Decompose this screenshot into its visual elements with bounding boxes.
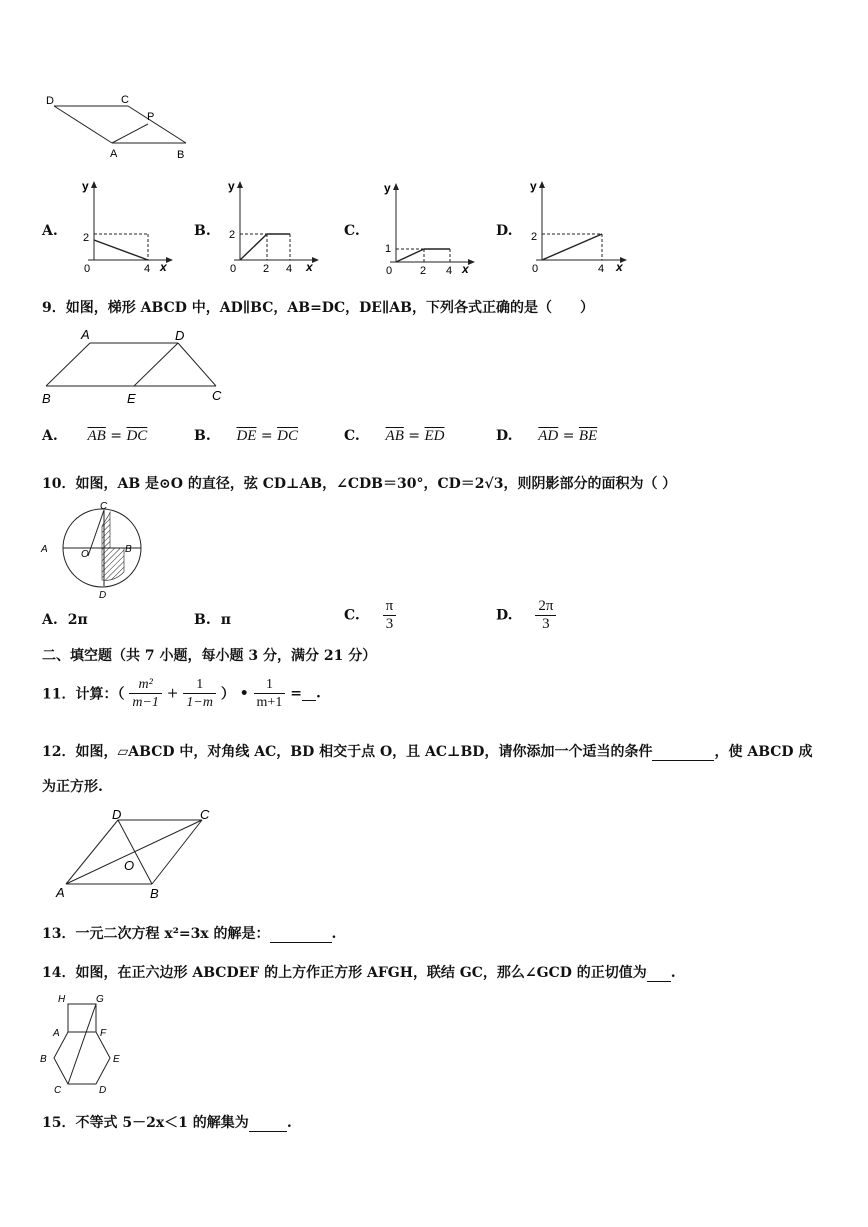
q9-option-a: A. $\overline{AB} = \overline{DC}$ — [42, 428, 148, 444]
svg-text:4: 4 — [144, 263, 151, 275]
q9-option-d: D. $\overline{AD} = \overline{BE}$ — [496, 428, 598, 444]
svg-text:C: C — [200, 807, 210, 822]
q9-trapezoid-figure — [38, 326, 238, 408]
svg-text:F: F — [100, 1028, 107, 1039]
q11-answer-blank[interactable] — [302, 686, 316, 701]
svg-text:4: 4 — [446, 265, 453, 277]
svg-text:B: B — [40, 1054, 47, 1065]
q9-option-b: B. $\overline{DE} = \overline{DC}$ — [194, 428, 298, 444]
svg-text:D: D — [99, 590, 107, 600]
svg-text:O: O — [124, 858, 135, 873]
svg-text:0: 0 — [532, 263, 539, 275]
label-D: D — [46, 95, 54, 107]
svg-text:A: A — [81, 327, 90, 342]
q14: 14．如图，在正六边形 ABCDEF 的上方作正方形 AFGH，联结 GC，那么∠GCD 的正切值为 . — [42, 965, 676, 981]
svg-text:H: H — [58, 994, 66, 1005]
q10-circle-figure — [38, 500, 148, 600]
q12-line1: 12．如图，▱ABCD 中，对角线 AC，BD 相交于点 O，且 AC⊥BD，请你添加一个适当的条件 ，使 ABCD 成 — [42, 744, 813, 760]
q12-parallelogram-figure — [52, 806, 222, 902]
svg-text:C: C — [54, 1085, 62, 1094]
svg-text:B: B — [150, 886, 159, 901]
q8-graph-c — [380, 180, 480, 280]
svg-text:C: C — [100, 501, 108, 512]
q8-graph-d — [526, 178, 636, 278]
svg-text:O: O — [81, 549, 89, 560]
svg-text:2: 2 — [83, 232, 90, 244]
svg-text:y: y — [384, 181, 391, 195]
svg-text:x: x — [160, 260, 167, 274]
q15-answer-blank[interactable] — [249, 1117, 287, 1132]
q13: 13．一元二次方程 x²=3x 的解是： . — [42, 926, 337, 942]
svg-text:x: x — [616, 260, 623, 274]
svg-text:2: 2 — [263, 263, 270, 275]
svg-text:y: y — [228, 179, 235, 193]
q10-option-b: B. π — [194, 612, 231, 628]
svg-text:A: A — [56, 885, 65, 900]
top-parallelogram-figure — [40, 88, 200, 164]
svg-text:2: 2 — [229, 229, 236, 241]
svg-text:E: E — [127, 391, 136, 406]
q14-hexagon-figure — [38, 990, 138, 1094]
q9-option-c: C. $\overline{AB} = \overline{ED}$ — [344, 428, 445, 444]
svg-text:x: x — [462, 262, 469, 276]
svg-text:y: y — [82, 179, 89, 193]
q8-option-a-letter: A. — [42, 223, 58, 239]
q12-answer-blank[interactable] — [652, 746, 714, 761]
svg-text:A: A — [41, 544, 48, 555]
section-title: 二、填空题（共 7 小题，每小题 3 分，满分 21 分） — [42, 648, 377, 664]
svg-text:A: A — [53, 1028, 60, 1039]
svg-text:4: 4 — [286, 263, 293, 275]
svg-text:C: C — [212, 388, 222, 403]
label-A: A — [110, 148, 118, 160]
q15: 15．不等式 5－2x＜1 的解集为 . — [42, 1115, 292, 1131]
svg-text:D: D — [112, 807, 122, 822]
svg-text:0: 0 — [230, 263, 237, 275]
label-B: B — [177, 149, 185, 161]
svg-text:D: D — [99, 1085, 107, 1094]
svg-text:y: y — [530, 179, 537, 193]
q9-stem: 9．如图，梯形 ABCD 中，AD∥BC，AB=DC，DE∥AB，下列各式正确的是（ ） — [42, 300, 595, 316]
q10-option-a: A. 2π — [42, 612, 88, 628]
svg-text:4: 4 — [598, 263, 605, 275]
svg-text:0: 0 — [84, 263, 91, 275]
q14-answer-blank[interactable] — [647, 967, 671, 982]
q11: 11．计算：（ $\frac{\text{m²}}{m-1}$ + $\frac{1}{1-m}$ ） • $\frac{1}{m+1}$ = . — [42, 677, 321, 710]
svg-text:0: 0 — [386, 265, 393, 277]
svg-text:B: B — [42, 391, 51, 406]
q10-option-c: C. $\frac{\pi}{3}$ — [344, 598, 396, 633]
q10-option-d: D. $\frac{2\pi}{3}$ — [496, 598, 556, 633]
q8-graph-b — [224, 178, 324, 278]
q10-stem: 10．如图，AB 是⊙O 的直径，弦 CD⊥AB，∠CDB＝30°，CD＝2√3，则阴影部分的面积为（ ） — [42, 476, 677, 492]
q12-line2: 为正方形. — [42, 779, 103, 795]
svg-text:2: 2 — [531, 231, 538, 243]
q13-answer-blank[interactable] — [270, 928, 332, 943]
label-P: P — [147, 111, 155, 123]
label-C: C — [121, 94, 129, 106]
q8-option-d-letter: D. — [496, 223, 513, 239]
svg-text:G: G — [96, 994, 104, 1005]
svg-text:x: x — [306, 260, 313, 274]
q8-option-b-letter: B. — [194, 223, 211, 239]
q8-graph-a — [78, 178, 178, 278]
svg-text:1: 1 — [385, 243, 392, 255]
svg-text:D: D — [175, 328, 185, 343]
q8-option-c-letter: C. — [344, 223, 360, 239]
svg-text:E: E — [113, 1054, 120, 1065]
svg-text:B: B — [125, 544, 132, 555]
svg-text:2: 2 — [420, 265, 427, 277]
